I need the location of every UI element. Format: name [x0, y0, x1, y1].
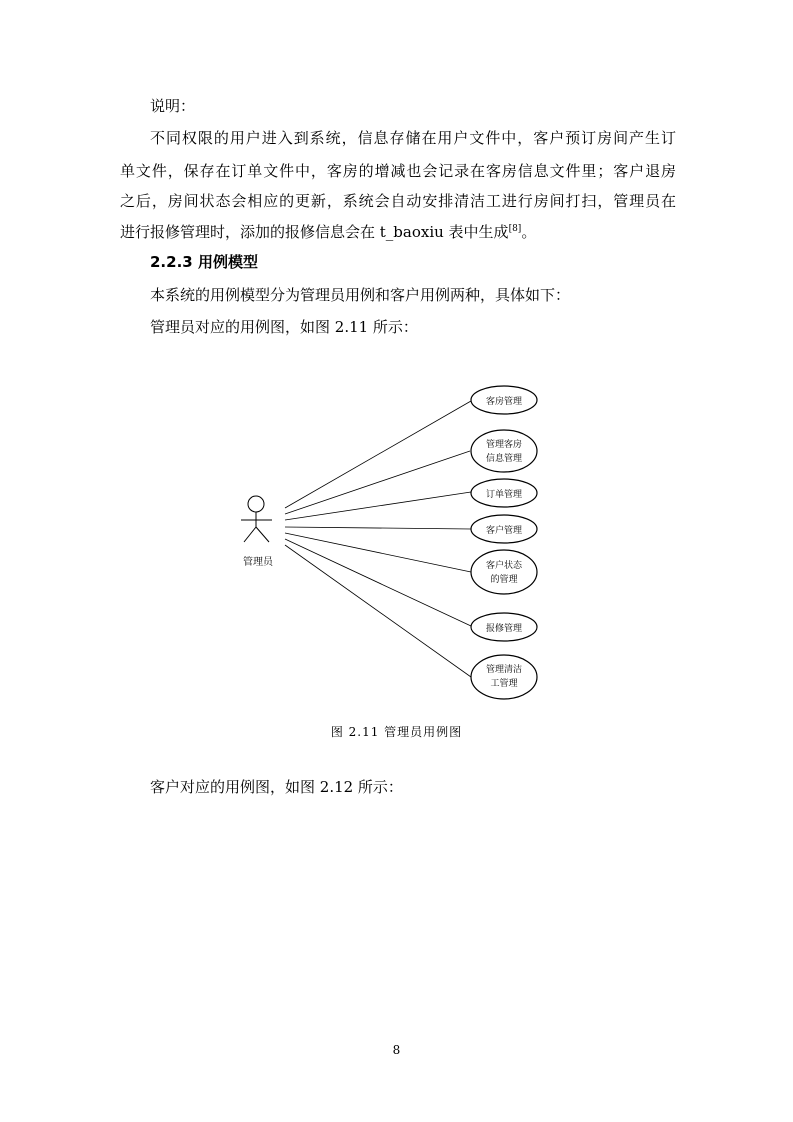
use-case-label: 的管理 — [490, 575, 518, 585]
actor-figure — [241, 496, 272, 542]
admin-figure-reference: 管理员对应的用例图，如图 2.11 所示： — [150, 318, 418, 336]
use-case-label: 客房管理 — [485, 397, 523, 407]
figure-caption: 图 2.11 管理员用例图 — [330, 725, 463, 739]
association-line — [285, 539, 471, 626]
association-lines — [285, 401, 471, 677]
actor-left-leg — [244, 527, 256, 542]
association-line — [285, 451, 470, 514]
citation-ref: [8] — [508, 224, 522, 234]
description-line-4-end: 。 — [521, 223, 537, 241]
association-line — [285, 492, 471, 520]
use-case-label: 客户状态 — [485, 561, 523, 571]
use-case-label: 订单管理 — [485, 490, 523, 500]
section-number: 2.2.3 — [150, 253, 193, 271]
section-title: 用例模型 — [197, 253, 258, 271]
use-case-room-info-management — [471, 430, 537, 472]
use-case-label: 信息管理 — [485, 454, 523, 464]
association-line — [285, 527, 471, 529]
use-case-label: 管理清洁 — [485, 665, 523, 675]
actor-head — [248, 496, 264, 512]
customer-figure-reference: 客户对应的用例图，如图 2.12 所示： — [150, 778, 403, 796]
actor-right-leg — [256, 527, 269, 542]
description-line-2: 单文件，保存在订单文件中，客房的增减也会记录在客房信息文件里；客户退房 — [120, 162, 676, 180]
use-case-label: 工管理 — [490, 679, 518, 689]
use-case-intro: 本系统的用例模型分为管理员用例和客户用例两种，具体如下： — [150, 286, 571, 304]
description-line-4-text: 进行报修管理时，添加的报修信息会在 t_baoxiu 表中生成 — [120, 223, 509, 241]
use-case-label: 管理客房 — [485, 440, 523, 450]
description-line-1: 不同权限的用户进入到系统，信息存储在用户文件中，客户预订房间产生订 — [150, 129, 676, 147]
use-case-label: 报修管理 — [485, 624, 523, 634]
association-line — [285, 401, 471, 508]
description-line-3: 之后，房间状态会相应的更新，系统会自动安排清洁工进行房间打扫，管理员在 — [120, 192, 676, 210]
actor-label: 管理员 — [243, 557, 273, 568]
note-label: 说明： — [150, 97, 196, 115]
association-line — [285, 545, 471, 677]
use-case-cleaner-management — [471, 655, 537, 699]
use-case-label: 客户管理 — [485, 526, 523, 536]
use-case-customer-status-management — [471, 550, 537, 594]
page-number: 8 — [392, 1043, 401, 1057]
association-line — [285, 533, 471, 572]
